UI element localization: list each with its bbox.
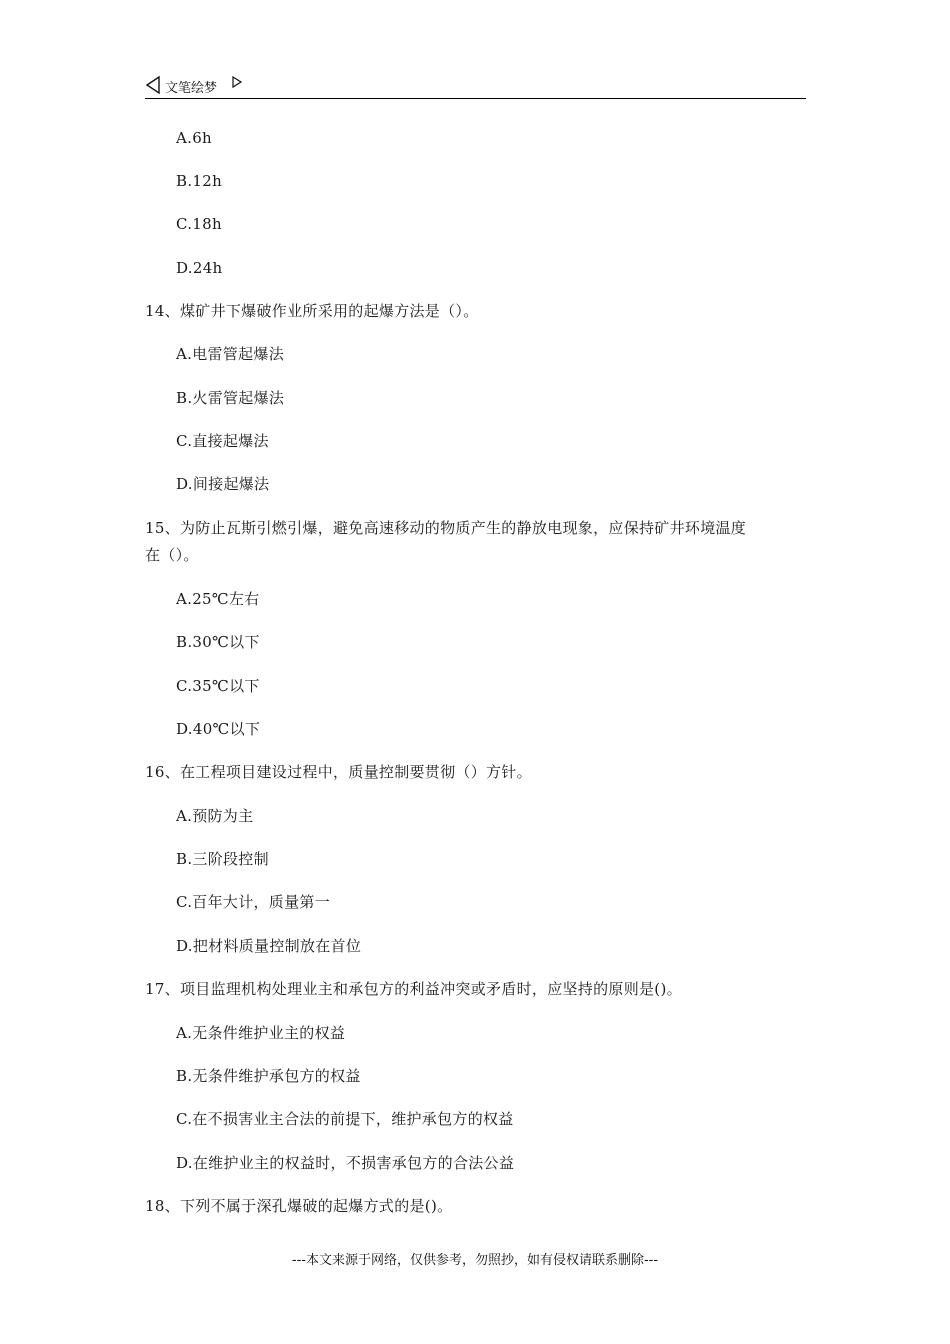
- q15-option-c: C.35℃以下: [176, 677, 260, 695]
- q17-question: 17、项目监理机构处理业主和承包方的利益冲突或矛盾时，应坚持的原则是()。: [145, 980, 682, 998]
- q14-option-b: B.火雷管起爆法: [176, 389, 285, 407]
- q15-option-b: B.30℃以下: [176, 633, 260, 651]
- footer-disclaimer: ---本文来源于网络，仅供参考，勿照抄，如有侵权请联系删除---: [291, 1253, 659, 1268]
- q17-option-b: B.无条件维护承包方的权益: [176, 1067, 361, 1085]
- q14-question: 14、煤矿井下爆破作业所采用的起爆方法是（）。: [145, 302, 479, 320]
- q17-option-d: D.在维护业主的权益时，不损害承包方的合法公益: [176, 1154, 515, 1172]
- q16-option-c: C.百年大计，质量第一: [176, 893, 331, 911]
- q14-option-c: C.直接起爆法: [176, 432, 269, 450]
- q16-option-b: B.三阶段控制: [176, 850, 269, 868]
- right-triangle-icon: [231, 75, 243, 89]
- brand-title: 文笔绘梦: [165, 81, 218, 96]
- q17-option-a: A.无条件维护业主的权益: [176, 1024, 346, 1042]
- q18-question: 18、下列不属于深孔爆破的起爆方式的是()。: [145, 1197, 453, 1215]
- q13-option-a: A.6h: [176, 129, 213, 147]
- q13-option-b: B.12h: [176, 172, 223, 190]
- q15-option-a: A.25℃左右: [176, 590, 260, 608]
- left-triangle-icon: [145, 75, 161, 95]
- q13-option-c: C.18h: [176, 215, 222, 233]
- q16-question: 16、在工程项目建设过程中，质量控制要贯彻（）方针。: [145, 763, 532, 781]
- q15-question-line1: 15、为防止瓦斯引燃引爆，避免高速移动的物质产生的静放电现象，应保持矿井环境温度: [145, 519, 747, 537]
- q17-option-c: C.在不损害业主合法的前提下，维护承包方的权益: [176, 1110, 514, 1128]
- q16-option-d: D.把材料质量控制放在首位: [176, 937, 362, 955]
- q14-option-d: D.间接起爆法: [176, 475, 270, 493]
- q13-option-d: D.24h: [176, 259, 223, 277]
- q15-option-d: D.40℃以下: [176, 720, 261, 738]
- q14-option-a: A.电雷管起爆法: [176, 345, 285, 363]
- q15-question-line2: 在（）。: [145, 546, 199, 564]
- q16-option-a: A.预防为主: [176, 807, 254, 825]
- page-header: [145, 74, 806, 99]
